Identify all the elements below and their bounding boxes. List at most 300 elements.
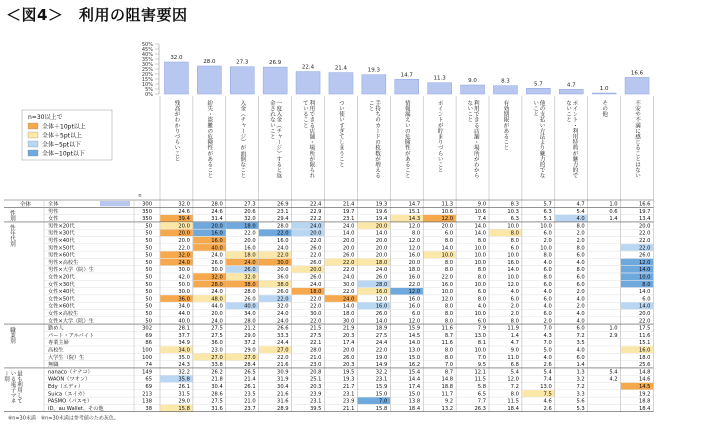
- row-n: 50: [145, 281, 152, 288]
- table-cell: 10.3: [507, 208, 519, 215]
- table-cell: 24.0: [178, 259, 190, 266]
- table-cell: 16.6: [638, 201, 651, 208]
- table-cell: 14.0: [342, 303, 355, 310]
- category-label: こと: [367, 100, 374, 112]
- table-cell: 16.0: [408, 252, 421, 259]
- table-cell: 20.0: [375, 223, 388, 230]
- table-cell: 22.0: [342, 267, 355, 274]
- table-cell: 31.4: [211, 216, 223, 223]
- table-cell: 30.4: [211, 384, 223, 390]
- table-cell: 29.0: [244, 347, 256, 354]
- table-cell: 27.0: [244, 354, 256, 361]
- table-cell: 14.3: [408, 216, 421, 223]
- group-label: いる電子マネ: [9, 370, 16, 404]
- table-cell: 22.0: [375, 347, 388, 354]
- table-cell: 22.0: [309, 318, 322, 325]
- table-cell: 26.9: [277, 201, 289, 208]
- table-cell: 8.0: [576, 267, 585, 274]
- table-cell: 14.6: [638, 376, 651, 383]
- table-cell: 1.4: [576, 362, 585, 369]
- table-cell: 8.0: [444, 354, 454, 361]
- table-cell: 12.0: [441, 216, 454, 223]
- table-cell: 24.0: [375, 267, 388, 274]
- table-cell: 14.7: [408, 201, 421, 208]
- table-cell: 10.0: [441, 289, 454, 296]
- table-cell: 20.0: [309, 230, 322, 237]
- category-label: ていること: [301, 100, 308, 128]
- table-cell: 11.5: [507, 398, 519, 405]
- table-cell: 16.0: [507, 259, 519, 266]
- table-cell: 21.9: [342, 325, 355, 332]
- table-cell: 14.9: [375, 362, 388, 369]
- table-cell: 29.4: [277, 216, 289, 223]
- table-cell: 6.0: [543, 281, 552, 288]
- table-cell: 5.6: [576, 398, 585, 405]
- table-cell: 30.0: [309, 311, 322, 317]
- table-cell: 6.0: [576, 252, 585, 259]
- table-cell: 37.7: [178, 332, 190, 339]
- table-cell: 16.0: [408, 296, 421, 303]
- category-label: その他: [601, 100, 608, 117]
- row-n: 149: [142, 369, 152, 376]
- table-cell: 24.0: [277, 318, 289, 325]
- table-cell: 4.0: [576, 311, 585, 317]
- row-label: 大学生（院）生: [48, 354, 85, 361]
- table-cell: 15.9: [408, 325, 421, 332]
- table-cell: 22.0: [638, 238, 651, 244]
- table-cell: 12.0: [507, 376, 519, 383]
- n-header: n: [138, 193, 142, 199]
- table-cell: 8.0: [477, 274, 486, 281]
- table-cell: 22.0: [309, 238, 322, 244]
- table-cell: 8.0: [642, 281, 651, 288]
- table-cell: 11.3: [441, 201, 454, 208]
- table-cell: 13.0: [408, 347, 421, 354]
- group-label: 職業別: [9, 327, 15, 344]
- table-cell: 13.0: [474, 332, 486, 339]
- table-cell: 11.6: [441, 325, 454, 332]
- row-n: 74: [145, 362, 152, 369]
- table-cell: 24.0: [211, 252, 223, 259]
- table-cell: 4.0: [477, 303, 486, 310]
- table-cell: 4.0: [576, 259, 585, 266]
- table-cell: 27.0: [211, 354, 223, 361]
- table-cell: 27.5: [211, 398, 223, 405]
- table-cell: 20.0: [342, 238, 355, 244]
- table-cell: 22.0: [441, 274, 454, 281]
- table-cell: 26.0: [375, 311, 388, 317]
- table-cell: 22.0: [638, 230, 651, 237]
- y-tick-label: 15%: [141, 77, 153, 83]
- table-cell: 8.0: [444, 303, 454, 310]
- bar-value-label: 21.4: [334, 65, 348, 72]
- table-cell: 7.7: [477, 398, 486, 405]
- table-cell: 6.0: [543, 311, 552, 317]
- table-cell: 22.0: [638, 245, 651, 252]
- table-cell: 6.5: [477, 391, 486, 398]
- table-cell: 14.5: [638, 384, 651, 390]
- row-label: 男性×大学（院）生: [48, 267, 94, 274]
- table-cell: 7.0: [444, 362, 454, 369]
- table-cell: 15.8: [178, 405, 190, 412]
- table-cell: 14.5: [408, 332, 421, 339]
- table-cell: 26.0: [244, 296, 256, 303]
- table-cell: 15.8: [375, 405, 388, 412]
- table-cell: 5.7: [543, 201, 552, 208]
- table-cell: 22.2: [309, 216, 322, 223]
- table-cell: 12.0: [375, 296, 388, 303]
- row-label: WAON（ワオン）: [48, 376, 91, 383]
- table-cell: 21.0: [309, 354, 322, 361]
- table-cell: 10.0: [474, 311, 486, 317]
- row-label: 専業主婦: [48, 340, 69, 347]
- table-cell: 24.4: [277, 340, 289, 347]
- legend-label: 全体−10pt以下: [42, 150, 85, 158]
- bar-value-label: 4.7: [566, 82, 576, 89]
- table-cell: 2.0: [576, 230, 585, 237]
- table-cell: 6.0: [477, 318, 486, 325]
- table-cell: 8.0: [444, 347, 454, 354]
- table-cell: 5.1: [543, 216, 552, 223]
- table-cell: 18.4: [638, 405, 651, 412]
- table-cell: 14.0: [638, 303, 651, 310]
- table-cell: 28.1: [178, 325, 190, 332]
- table-cell: 8.0: [477, 267, 486, 274]
- legend-swatch: [28, 132, 38, 138]
- legend-label: 全体＋5pt以上: [42, 132, 82, 140]
- table-cell: 7.4: [543, 376, 552, 383]
- table-cell: 14.0: [474, 230, 486, 237]
- table-cell: 19.0: [375, 354, 388, 361]
- table-cell: 0.6: [609, 208, 618, 215]
- table-cell: 23.0: [211, 347, 223, 354]
- table-cell: 34.0: [178, 347, 190, 354]
- table-cell: 48.0: [211, 296, 223, 303]
- table-cell: 22.0: [309, 296, 322, 303]
- table-cell: 7.0: [379, 398, 388, 405]
- table-cell: 8.0: [510, 391, 519, 398]
- table-cell: 24.0: [342, 223, 355, 230]
- table-cell: 34.9: [178, 340, 190, 347]
- table-cell: 8.0: [576, 223, 585, 230]
- table-cell: 38.0: [244, 281, 256, 288]
- table-cell: 8.0: [477, 238, 486, 244]
- table-cell: 39.4: [178, 216, 190, 223]
- table-cell: 4.0: [543, 354, 552, 361]
- table-cell: 13.8: [408, 398, 421, 405]
- table-cell: 18.0: [408, 267, 421, 274]
- table-cell: 4.0: [510, 289, 519, 296]
- table-cell: 4.0: [576, 216, 585, 223]
- table-cell: 10.0: [474, 281, 486, 288]
- table-cell: 11.6: [638, 332, 651, 339]
- table-cell: 23.1: [375, 376, 388, 383]
- table-cell: 27.5: [375, 332, 388, 339]
- table-cell: 16.2: [408, 362, 421, 369]
- table-cell: 36.0: [277, 274, 289, 281]
- table-cell: 15.0: [375, 391, 388, 398]
- table-cell: 4.7: [576, 201, 585, 208]
- table-cell: 21.6: [277, 391, 289, 398]
- table-cell: 5.3: [576, 405, 585, 412]
- category-label: ないこと: [565, 100, 572, 123]
- table-cell: 19.4: [375, 216, 388, 223]
- table-cell: 25.6: [638, 362, 651, 369]
- table-cell: 8.0: [477, 296, 486, 303]
- table-cell: 7.0: [543, 325, 552, 332]
- table-cell: 6.0: [576, 325, 585, 332]
- row-n: 50: [145, 318, 152, 325]
- table-cell: 27.3: [244, 201, 256, 208]
- table-cell: 23.1: [277, 208, 289, 215]
- table-cell: 5.4: [543, 369, 552, 376]
- table-cell: 50.0: [178, 281, 190, 288]
- row-label: 男性×20代: [48, 223, 75, 230]
- table-cell: 24.0: [277, 311, 289, 317]
- category-label: 入金（チャージ）が面倒なこと: [239, 100, 246, 179]
- row-n: 50: [145, 303, 152, 310]
- table-cell: 32.0: [277, 303, 289, 310]
- table-cell: 26.0: [309, 245, 322, 252]
- table-cell: 16.0: [441, 281, 454, 288]
- total-row-swatch: [100, 201, 130, 206]
- table-cell: 8.0: [543, 274, 552, 281]
- table-cell: 23.1: [342, 391, 355, 398]
- table-cell: 32.2: [178, 369, 190, 376]
- table-cell: 8.0: [444, 318, 454, 325]
- table-cell: 22.0: [277, 354, 289, 361]
- table-cell: 32.0: [244, 274, 256, 281]
- table-cell: 16.0: [375, 303, 388, 310]
- row-label: 男性×30代: [48, 230, 75, 237]
- table-cell: 5.8: [477, 384, 486, 390]
- y-tick-label: 35%: [141, 57, 153, 63]
- category-label: いこと: [532, 100, 539, 117]
- row-label: 男性×60代: [48, 252, 75, 259]
- table-cell: 31.9: [277, 376, 289, 383]
- bar-value-label: 9.0: [468, 78, 477, 84]
- table-cell: 6.3: [510, 216, 519, 223]
- bar-value-label: 8.3: [501, 78, 510, 85]
- row-label: 男性: [48, 208, 59, 215]
- table-cell: 8.0: [444, 311, 454, 317]
- y-tick-label: 40%: [141, 52, 153, 58]
- table-cell: 2.0: [510, 303, 519, 310]
- table-cell: 21.2: [244, 325, 256, 332]
- table-cell: 2.0: [576, 238, 585, 244]
- table-cell: 28.0: [375, 281, 388, 288]
- row-n: 50: [145, 259, 152, 266]
- bar-value-label: 14.7: [400, 72, 413, 79]
- table-cell: 12.0: [408, 289, 421, 296]
- table-cell: 15.1: [638, 340, 651, 347]
- table-cell: 26.0: [244, 267, 256, 274]
- table-cell: 18.0: [244, 223, 256, 230]
- row-label: 女性×20代: [48, 274, 75, 281]
- table-cell: 24.0: [309, 281, 322, 288]
- table-cell: 20.0: [342, 245, 355, 252]
- table-cell: 20.0: [638, 223, 651, 230]
- bar-value-label: 32.0: [170, 55, 183, 61]
- row-label: 男性×40代: [48, 238, 75, 244]
- table-cell: 26.0: [342, 252, 355, 259]
- table-cell: 20.0: [375, 252, 388, 259]
- table-cell: 28.0: [277, 223, 289, 230]
- table-cell: 18.9: [375, 325, 388, 332]
- table-cell: 24.0: [309, 223, 322, 230]
- table-cell: 24.0: [342, 296, 355, 303]
- table-cell: 8.0: [510, 238, 519, 244]
- table-cell: 22.4: [309, 201, 322, 208]
- row-n: 50: [145, 252, 152, 259]
- table-cell: 18.4: [408, 405, 421, 412]
- table-cell: 16.0: [638, 347, 651, 354]
- row-label: 女性: [48, 216, 59, 223]
- table-cell: 9.0: [510, 347, 519, 354]
- table-cell: 28.0: [244, 318, 256, 325]
- table-cell: 6.0: [543, 296, 552, 303]
- table-cell: 36.0: [178, 296, 190, 303]
- group-label: 全体: [20, 201, 32, 208]
- table-cell: 7.5: [543, 391, 552, 398]
- row-label: 女性×40代: [48, 289, 75, 296]
- table-cell: 7.2: [576, 332, 585, 339]
- row-n: 50: [145, 311, 152, 317]
- table-cell: 29.0: [244, 332, 256, 339]
- table-cell: 3.3: [576, 391, 585, 398]
- table-cell: 24.4: [375, 340, 388, 347]
- table-cell: 8.0: [444, 267, 454, 274]
- table-cell: 10.0: [540, 245, 552, 252]
- table-cell: 9.0: [477, 201, 486, 208]
- table-cell: 31.6: [277, 398, 289, 405]
- table-cell: 40.0: [244, 303, 256, 310]
- table-cell: 20.3: [342, 332, 355, 339]
- table-cell: 26.3: [474, 405, 486, 412]
- row-n: 300: [142, 201, 152, 208]
- table-cell: 26.1: [178, 384, 190, 390]
- table-cell: 20.0: [638, 311, 651, 317]
- bar: [230, 67, 254, 94]
- table-cell: 23.1: [309, 398, 322, 405]
- table-cell: 12.0: [507, 281, 519, 288]
- bar: [461, 85, 485, 94]
- table-cell: 20.0: [309, 267, 322, 274]
- table-cell: 6.0: [411, 311, 421, 317]
- table-cell: 1.4: [510, 332, 519, 339]
- table-cell: 20.6: [244, 208, 256, 215]
- category-label: ポイントが貯まりづらいこと: [436, 100, 443, 173]
- table-cell: 2.6: [543, 405, 552, 412]
- y-tick-label: 10%: [141, 82, 153, 88]
- table-cell: 18.0: [638, 354, 651, 361]
- table-cell: 19.6: [375, 208, 388, 215]
- row-n: 50: [145, 289, 152, 296]
- table-cell: 14.0: [408, 340, 421, 347]
- table-cell: 21.7: [342, 384, 355, 390]
- table-cell: 44.0: [211, 303, 223, 310]
- category-label: 情報漏えいの危険性があること: [403, 100, 410, 179]
- table-cell: 14.0: [375, 318, 388, 325]
- table-cell: 11.0: [507, 354, 519, 361]
- table-cell: 30.0: [178, 289, 190, 296]
- table-cell: 24.0: [342, 274, 355, 281]
- table-cell: 20.8: [309, 369, 322, 376]
- table-cell: 18.0: [309, 289, 322, 296]
- row-n: 350: [142, 216, 152, 223]
- table-cell: 6.0: [576, 281, 585, 288]
- row-label: 女性×30代: [48, 281, 75, 288]
- table-cell: 15.9: [375, 384, 388, 390]
- table-cell: 23.0: [309, 362, 322, 369]
- table-cell: 28.6: [211, 391, 223, 398]
- table-cell: 8.0: [543, 252, 552, 259]
- row-n: 138: [142, 398, 152, 405]
- y-tick-label: 0%: [145, 92, 153, 98]
- table-cell: 1.0: [609, 201, 618, 208]
- table-cell: 14.0: [638, 289, 651, 296]
- table-cell: 16.0: [244, 245, 256, 252]
- table-cell: 21.1: [342, 405, 355, 412]
- table-cell: 4.0: [576, 318, 585, 325]
- category-label: 不安や不満に感じることはない: [634, 100, 641, 179]
- table-cell: 11.7: [441, 391, 454, 398]
- table-cell: 19.5: [342, 369, 355, 376]
- group-label: ー別: [3, 370, 9, 382]
- bar: [526, 88, 550, 94]
- table-cell: 17.4: [408, 384, 421, 390]
- table-cell: 15.4: [408, 369, 421, 376]
- table-cell: 1.4: [609, 216, 618, 223]
- table-cell: 15.1: [408, 208, 421, 215]
- table-cell: 8.7: [444, 332, 454, 339]
- table-cell: 30.0: [178, 267, 190, 274]
- table-cell: 4.0: [543, 289, 552, 296]
- row-n: 50: [145, 245, 152, 252]
- table-cell: 31.5: [178, 391, 190, 398]
- row-n: 100: [142, 347, 152, 354]
- table-cell: 21.0: [244, 398, 256, 405]
- table-cell: 2.0: [576, 289, 585, 296]
- row-n: 50: [145, 296, 152, 303]
- table-cell: 24.0: [211, 318, 223, 325]
- footnote: ※n=30未満 ※n=30未満は参考値のため灰色。: [8, 415, 119, 422]
- table-cell: 23.9: [342, 398, 355, 405]
- table-cell: 35.8: [178, 376, 190, 383]
- legend-label: 全体＋10pt以上: [42, 123, 86, 131]
- row-label: 女性×大学（院）生: [48, 318, 94, 325]
- table-cell: 28.0: [244, 289, 256, 296]
- table-cell: 27.5: [211, 332, 223, 339]
- table-cell: 22.0: [408, 281, 421, 288]
- table-cell: 10.0: [507, 274, 519, 281]
- row-n: 38: [145, 405, 152, 412]
- y-tick-label: 25%: [141, 67, 153, 73]
- table-cell: 21.6: [277, 362, 289, 369]
- table-cell: 44.0: [178, 311, 190, 317]
- legend-swatch: [28, 123, 38, 129]
- table-cell: 33.8: [211, 362, 223, 369]
- bar-value-label: 19.3: [367, 67, 380, 74]
- table-cell: 22.0: [277, 296, 289, 303]
- table-cell: 30.9: [277, 369, 289, 376]
- table-cell: 30.0: [342, 281, 355, 288]
- row-label: 高校生: [48, 347, 64, 354]
- table-cell: 32.0: [178, 252, 190, 259]
- row-label: 無職: [48, 362, 59, 369]
- row-label: nanaco（ナナコ）: [48, 369, 93, 376]
- table-cell: 7.2: [510, 384, 519, 390]
